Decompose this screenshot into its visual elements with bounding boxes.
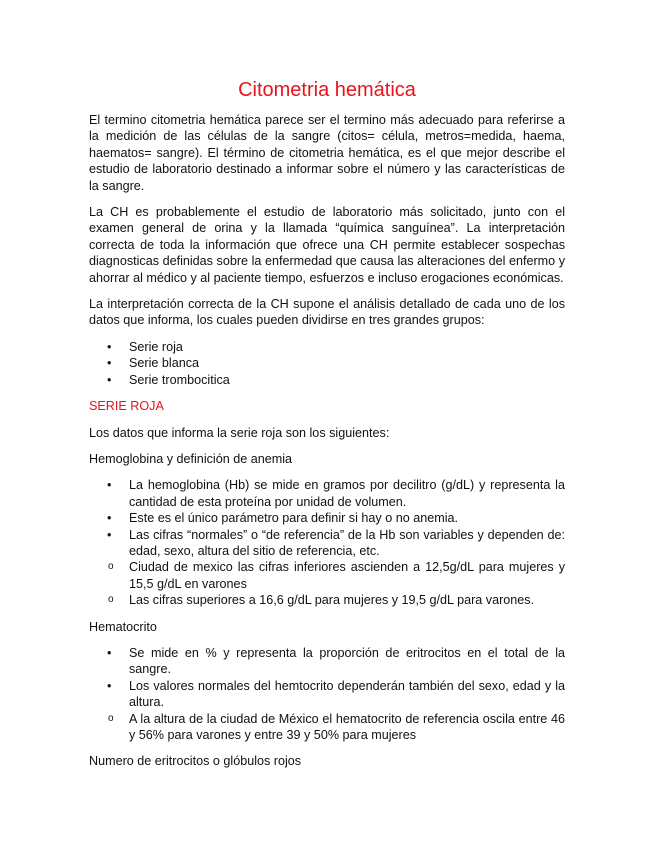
list-item: • Serie roja [89, 339, 565, 355]
sub-list-item: o Las cifras superiores a 16,6 g/dL para mujeres y 19,5 g/dL para varones. [89, 592, 565, 608]
section-heading: SERIE ROJA [89, 399, 164, 414]
sub-list-container [89, 711, 565, 744]
intro-paragraph-3: La interpretación correcta de la CH supone el análisis detallado de cada uno de los datos que informa, los cuales pueden dividirse en tres grandes grupos: [89, 297, 565, 328]
list-item: • La hemoglobina (Hb) se mide en gramos por decilitro (g/dL) y representa la cantidad de esta proteína por unidad de volumen. [89, 477, 565, 510]
hematocrito-heading: Hematocrito [89, 619, 157, 634]
hemoglobina-sub-list [89, 559, 565, 608]
groups-list [89, 339, 565, 388]
section-intro: Los datos que informa la serie roja son los siguientes: [89, 425, 390, 440]
list-item: • Serie blanca [89, 355, 565, 371]
eritrocitos-heading: Numero de eritrocitos o glóbulos rojos [89, 754, 302, 769]
list-item: • Serie trombocitica [89, 372, 565, 388]
document-page [89, 78, 565, 780]
sub-list-item: o A la altura de la ciudad de México el hematocrito de referencia oscila entre 46 y 56% para varones y entre 39 y 50% para mujeres [89, 711, 565, 744]
document-title: Citometria hemática [238, 79, 416, 101]
list-item: • Los valores normales del hemtocrito dependerán también del sexo, edad y la altura. [89, 678, 565, 711]
sub-list-container [89, 559, 565, 608]
list-item: • Este es el único parámetro para definir si hay o no anemia. [89, 510, 565, 526]
list-item: • Se mide en % y representa la proporción de eritrocitos en el total de la sangre. [89, 645, 565, 678]
hemoglobina-list [89, 477, 565, 608]
sub-list-item: o Ciudad de mexico las cifras inferiores ascienden a 12,5g/dL para mujeres y 15,5 g/dL en varones [89, 559, 565, 592]
intro-paragraph-1: El termino citometria hemática parece ser el termino más adecuado para referirse a la medición de las células de la sangre (citos= célula, metros=medida, haema, haematos= sangre). El término de citometria hemática, es el que mejor describe el estudio de laboratorio destinado a informar sobre el número y las características de la sangre. [89, 113, 565, 193]
list-item: • Las cifras “normales” o “de referencia” de la Hb son variables y dependen de: edad, sexo, altura del sitio de referencia, etc. [89, 527, 565, 560]
hemoglobina-heading: Hemoglobina y definición de anemia [89, 451, 293, 466]
intro-paragraph-2: La CH es probablemente el estudio de laboratorio más solicitado, junto con el examen general de orina y la llamada “química sanguínea”. La interpretación correcta de toda la información que ofrece una CH permite establecer sospechas diagnosticas definidas sobre la enfermedad que causa las alteraciones del enfermo y ahorrar al médico y al paciente tiempo, esfuerzos e incluso erogaciones económicas. [89, 205, 565, 285]
hematocrito-sub-list [89, 711, 565, 744]
hematocrito-list [89, 645, 565, 743]
